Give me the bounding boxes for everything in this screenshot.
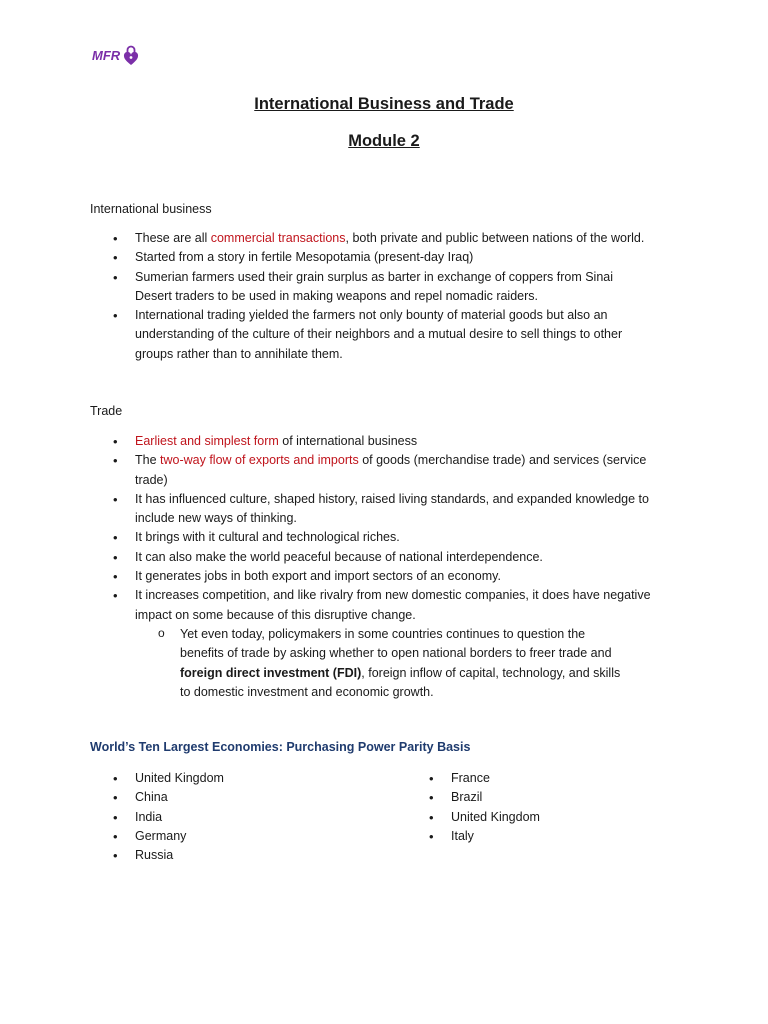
section-heading-international-business: International business [90, 202, 212, 216]
list-item: • China [90, 788, 350, 807]
trade-list [90, 432, 670, 702]
economies-list-left [90, 769, 350, 865]
list-item: • International trading yielded the farmers not only bounty of material goods but also an understanding of the culture of their neighbors and a mutual desire to sell things to other groups rather than to annihilate them. [90, 306, 625, 364]
sub-list-item: o Yet even today, policymakers in some countries continues to question the benefits of trade by asking whether to open national borders to freer trade and foreign direct investment (FDI), foreign inflow of capital, technology, and skills to domestic investment and economic growth. [135, 625, 630, 702]
lock-heart-icon [123, 44, 139, 66]
economies-list-right [406, 769, 666, 846]
list-item: • These are all commercial transactions, both private and public between nations of the world. [90, 229, 690, 248]
logo-text: MFR [92, 47, 121, 63]
logo [92, 44, 139, 66]
list-item: • It can also make the world peaceful because of national interdependence. [90, 548, 670, 567]
document-title: International Business and Trade [254, 95, 514, 113]
list-item: • Started from a story in fertile Mesopotamia (present-day Iraq) [90, 248, 690, 267]
trade-sublist [135, 625, 670, 702]
section-heading-trade: Trade [90, 404, 123, 418]
list-item: • The two-way flow of exports and imports of goods (merchandise trade) and services (service trade) [90, 451, 670, 490]
list-item: • Russia [90, 846, 350, 865]
list-item: • United Kingdom [406, 808, 666, 827]
list-item: • India [90, 808, 350, 827]
list-item: • It has influenced culture, shaped history, raised living standards, and expanded knowledge to include new ways of thinking. [90, 490, 670, 529]
list-item: • France [406, 769, 666, 788]
international-business-list [90, 229, 690, 364]
list-item: • It brings with it cultural and technological riches. [90, 528, 670, 547]
list-item: • Sumerian farmers used their grain surplus as barter in exchange of coppers from Sinai Desert traders to be used in making weapons and repel nomadic raiders. [90, 268, 625, 307]
section-heading-largest-economies: World’s Ten Largest Economies: Purchasing Power Parity Basis [90, 740, 471, 754]
list-item: • It increases competition, and like rivalry from new domestic companies, it does have negative impact on some because of this disruptive change. o Yet even today, policymakers in some countries continues to question the benefits of trade by asking whether to open national borders to freer trade and foreign direct investment (FDI), foreign inflow of capital, technology, and skills to domestic investment and economic growth. [90, 586, 670, 702]
list-item: • It generates jobs in both export and import sectors of an economy. [90, 567, 670, 586]
list-item: • Italy [406, 827, 666, 846]
module-title: Module 2 [348, 132, 420, 150]
list-item: • Earliest and simplest form of international business [90, 432, 670, 451]
list-item: • Brazil [406, 788, 666, 807]
list-item: • United Kingdom [90, 769, 350, 788]
list-item: • Germany [90, 827, 350, 846]
